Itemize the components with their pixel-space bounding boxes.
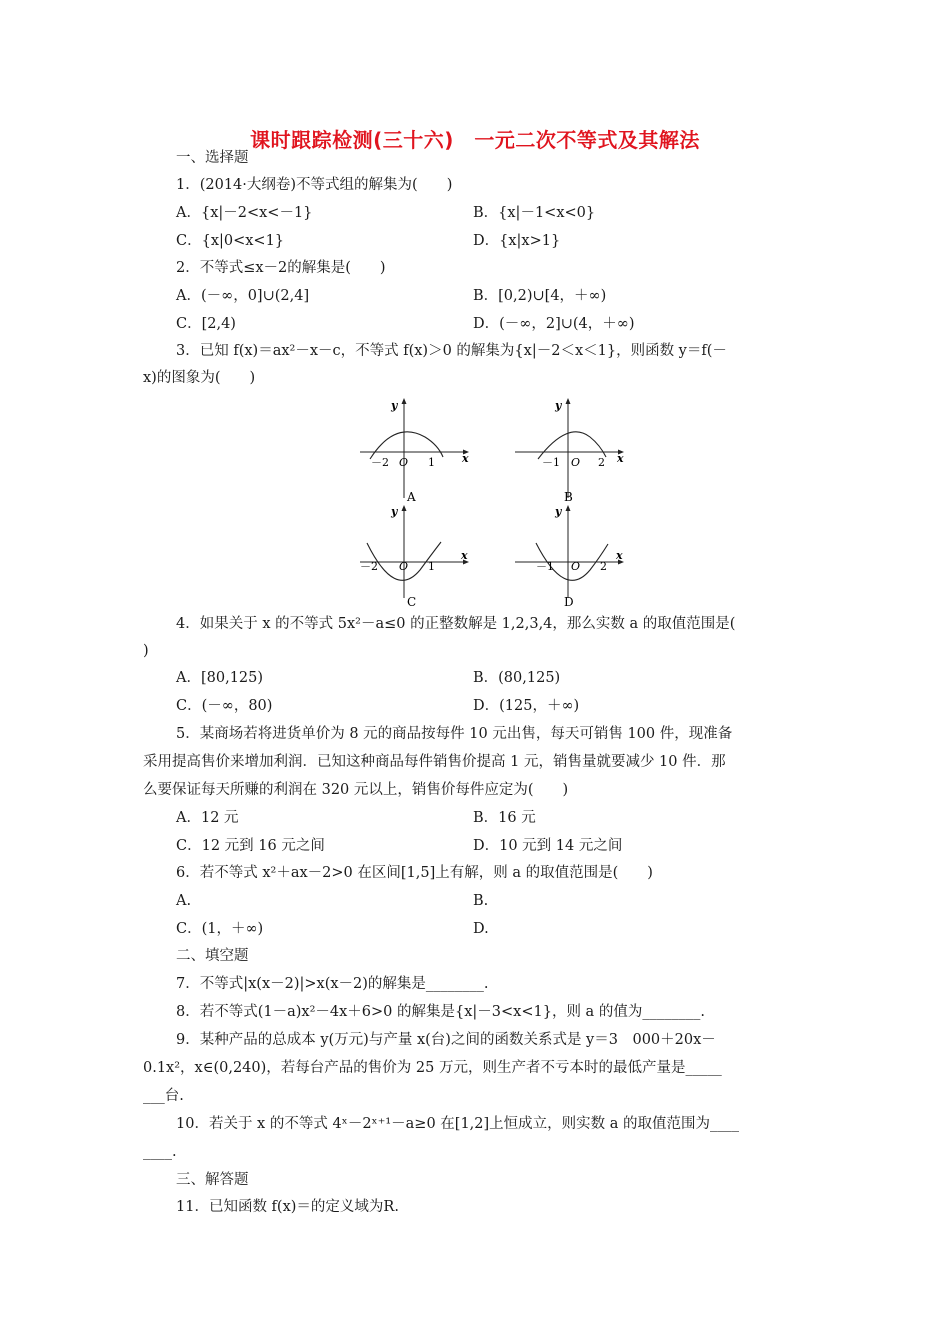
graph-d-right-tick: 2	[600, 560, 607, 573]
question-2-option-a: A．(－∞，0]∪(2,4]	[176, 288, 310, 304]
graph-b-x-label: x	[617, 452, 624, 465]
question-6-stem: 6．若不等式 x²＋ax－2>0 在区间[1,5]上有解，则 a 的取值范围是( )	[176, 865, 653, 881]
graph-a-right-tick: 1	[428, 456, 435, 469]
question-1-stem: 1．(2014·大纲卷)不等式组的解集为( )	[176, 177, 453, 193]
question-4-option-b: B．(80,125)	[473, 670, 561, 686]
question-6-option-c: C．(1，＋∞)	[176, 921, 264, 937]
graph-c-left-tick: －2	[360, 560, 378, 573]
question-4-option-a: A．[80,125)	[176, 670, 264, 686]
question-1-option-d: D．{x|x>1}	[473, 233, 561, 249]
question-4-option-d: D．(125，＋∞)	[473, 698, 580, 714]
graph-b-curve	[538, 432, 606, 459]
question-10-line-1: 10．若关于 x 的不等式 4ˣ－2ˣ⁺¹－a≥0 在[1,2]上恒成立，则实数 a 的取值范围为____	[176, 1116, 740, 1132]
graph-d-letter: D	[564, 595, 574, 609]
graph-b-letter: B	[564, 490, 573, 504]
question-5-option-a: A．12 元	[176, 810, 239, 826]
question-1-option-b: B．{x|－1<x<0}	[473, 205, 596, 221]
graph-b-right-tick: 2	[598, 456, 605, 469]
section-heading-fill: 二、填空题	[176, 948, 249, 964]
question-3-line-2: x)的图象为( )	[143, 370, 256, 386]
question-5-line-1: 5．某商场若将进货单价为 8 元的商品按每件 10 元出售，每天可销售 100 件，现准备	[176, 726, 733, 742]
graph-d-left-tick: －1	[536, 560, 554, 573]
graph-d-y-label: y	[555, 505, 562, 518]
question-8: 8．若不等式(1－a)x²－4x＋6>0 的解集是{x|－3<x<1}，则 a 的值为________.	[176, 1004, 705, 1020]
graph-c-right-tick: 1	[428, 560, 435, 573]
graph-d-y-arrow	[566, 505, 571, 511]
section-heading-answer: 三、解答题	[176, 1172, 249, 1188]
question-7: 7．不等式|x(x－2)|>x(x－2)的解集是________.	[176, 976, 489, 992]
graph-b-y-arrow	[566, 398, 571, 404]
graph-b-origin: O	[571, 456, 581, 469]
question-2-option-d: D．(－∞，2]∪(4，＋∞)	[473, 316, 635, 332]
graph-a-x-label: x	[462, 452, 469, 465]
graph-d-origin: O	[571, 560, 581, 573]
question-9-line-3: ___台.	[143, 1088, 184, 1104]
graph-c	[355, 500, 475, 610]
question-5-line-3: 么要保证每天所赚的利润在 320 元以上，销售价每件应定为( )	[143, 782, 569, 798]
question-1-option-a: A．{x|－2<x<－1}	[176, 205, 313, 221]
question-5-option-b: B．16 元	[473, 810, 536, 826]
question-2-option-b: B．[0,2)∪[4，＋∞)	[473, 288, 607, 304]
question-1-option-c: C．{x|0<x<1}	[176, 233, 285, 249]
graph-a-y-arrow	[402, 398, 407, 404]
graph-c-x-label: x	[461, 549, 468, 562]
graph-c-origin: O	[399, 560, 409, 573]
page-title: 课时跟踪检测(三十六) 一元二次不等式及其解法	[250, 128, 700, 152]
question-5-line-2: 采用提高售价来增加利润．已知这种商品每件销售价提高 1 元，销售量就要减少 10 件．那	[143, 754, 726, 770]
question-6-option-d: D.	[473, 921, 489, 937]
graph-a	[355, 395, 475, 505]
question-9-line-2: 0.1x²，x∈(0,240)，若每台产品的售价为 25 万元，则生产者不亏本时的最低产量是_____	[143, 1060, 722, 1076]
question-11: 11．已知函数 f(x)＝的定义域为R.	[176, 1199, 399, 1215]
graph-d-x-label: x	[616, 549, 623, 562]
question-2-option-c: C．[2,4)	[176, 316, 236, 332]
graph-d	[510, 500, 630, 610]
question-10-line-2: ____.	[143, 1144, 177, 1160]
question-5-option-c: C．12 元到 16 元之间	[176, 838, 325, 854]
graph-a-y-label: y	[391, 399, 398, 412]
graph-a-left-tick: －2	[371, 456, 389, 469]
graph-a-origin: O	[399, 456, 409, 469]
graph-b-left-tick: －1	[542, 456, 560, 469]
question-4-line-2: )	[143, 643, 149, 659]
question-5-option-d: D．10 元到 14 元之间	[473, 838, 623, 854]
question-4-option-c: C．(－∞，80)	[176, 698, 273, 714]
question-6-option-a: A.	[176, 893, 192, 909]
section-heading-choice: 一、选择题	[176, 150, 249, 166]
graph-c-y-arrow	[402, 505, 407, 511]
graph-a-curve	[370, 432, 443, 459]
question-2-stem: 2．不等式≤x－2的解集是( )	[176, 260, 386, 276]
graph-a-letter: A	[407, 490, 416, 504]
graph-c-y-label: y	[391, 505, 398, 518]
question-3-line-1: 3．已知 f(x)＝ax²－x－c，不等式 f(x)＞0 的解集为{x|－2＜x＜1}，则函数 y＝f(－	[176, 343, 727, 359]
graph-b	[510, 395, 630, 505]
graph-c-letter: C	[407, 595, 417, 609]
question-9-line-1: 9．某种产品的总成本 y(万元)与产量 x(台)之间的函数关系式是 y＝3 000＋20x－	[176, 1032, 716, 1048]
question-6-option-b: B.	[473, 893, 489, 909]
graph-b-y-label: y	[555, 399, 562, 412]
question-4-line-1: 4．如果关于 x 的不等式 5x²－a≤0 的正整数解是 1,2,3,4，那么实数 a 的取值范围是(	[176, 616, 736, 632]
